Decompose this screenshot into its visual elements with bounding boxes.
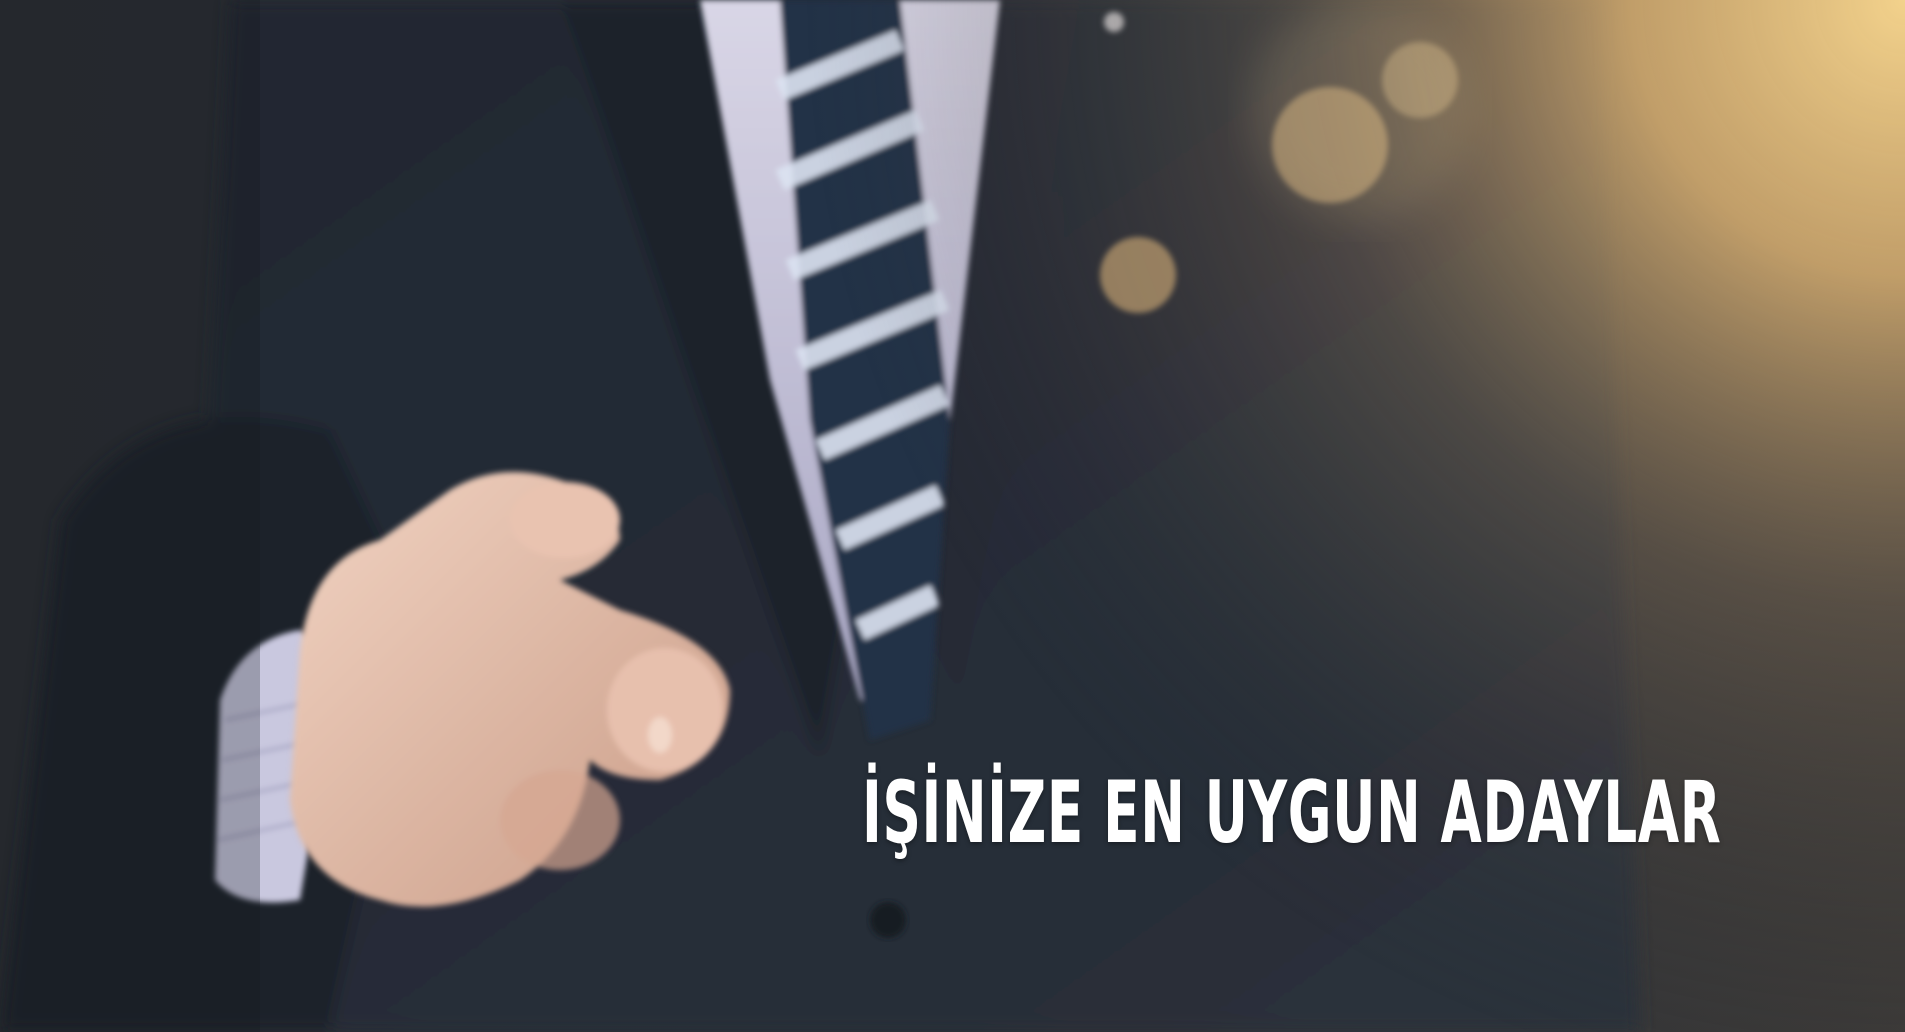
hero-headline: İŞİNİZE EN UYGUN ADAYLAR: [862, 763, 1722, 863]
